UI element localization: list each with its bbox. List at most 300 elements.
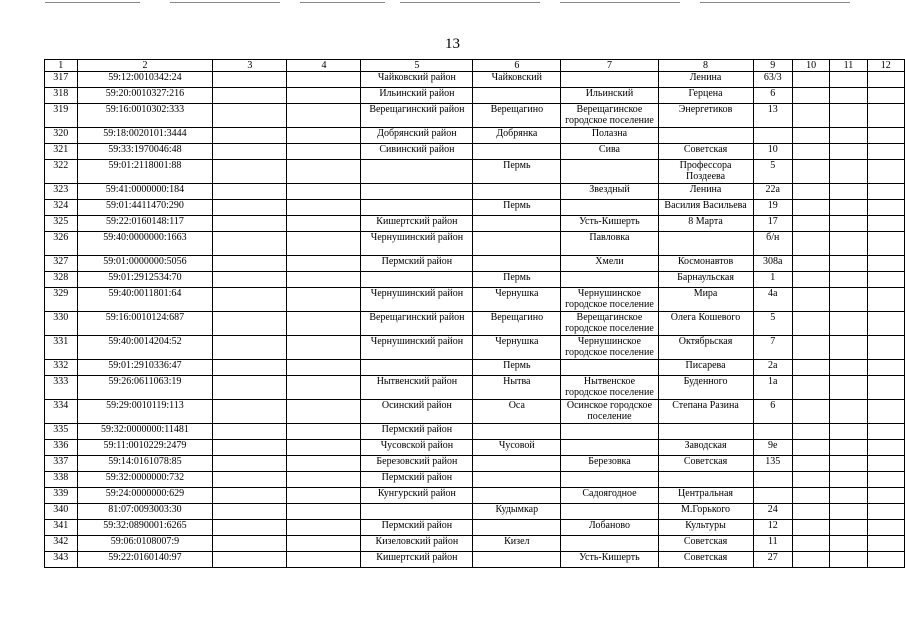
table-cell	[658, 472, 753, 488]
table-cell: Кунгурский район	[361, 488, 473, 504]
table-cell	[213, 400, 287, 424]
table-cell	[473, 232, 561, 256]
table-header-row	[45, 60, 905, 72]
column-header: 12	[867, 60, 904, 72]
table-cell: 8 Марта	[658, 216, 753, 232]
table-cell	[561, 472, 658, 488]
table-cell	[830, 536, 867, 552]
table-cell	[473, 88, 561, 104]
table-row	[45, 424, 905, 440]
table-cell	[793, 72, 830, 88]
table-cell	[830, 400, 867, 424]
table-cell: 333	[45, 376, 78, 400]
table-cell	[793, 104, 830, 128]
table-cell	[473, 256, 561, 272]
table-cell	[793, 128, 830, 144]
table-cell	[561, 440, 658, 456]
table-cell	[867, 144, 904, 160]
table-cell: 59:01:0000000:5056	[77, 256, 213, 272]
table-cell: 340	[45, 504, 78, 520]
table-cell: Заводская	[658, 440, 753, 456]
table-cell: Советская	[658, 552, 753, 568]
table-cell	[867, 200, 904, 216]
table-cell: Кудымкар	[473, 504, 561, 520]
table-cell: Советская	[658, 536, 753, 552]
table-cell: Степана Разина	[658, 400, 753, 424]
table-cell	[830, 360, 867, 376]
table-cell	[213, 272, 287, 288]
table-cell: Чайковский район	[361, 72, 473, 88]
table-cell	[561, 504, 658, 520]
table-cell: 337	[45, 456, 78, 472]
table-cell	[830, 88, 867, 104]
table-row	[45, 72, 905, 88]
table-cell	[287, 272, 361, 288]
table-cell	[867, 272, 904, 288]
table-cell: Чусовской район	[361, 440, 473, 456]
table-cell: 59:01:2118001:88	[77, 160, 213, 184]
table-cell	[867, 488, 904, 504]
table-cell: Ильинский	[561, 88, 658, 104]
table-row	[45, 184, 905, 200]
table-cell	[361, 200, 473, 216]
table-cell: Оса	[473, 400, 561, 424]
table-cell: 321	[45, 144, 78, 160]
table-cell: 338	[45, 472, 78, 488]
table-cell	[830, 488, 867, 504]
table-cell: 59:40:0014204:52	[77, 336, 213, 360]
table-cell	[830, 104, 867, 128]
table-cell: 322	[45, 160, 78, 184]
table-row	[45, 488, 905, 504]
table-cell	[361, 272, 473, 288]
table-cell: Октябрьская	[658, 336, 753, 360]
page-number: 13	[445, 36, 460, 52]
table-cell: Чусовой	[473, 440, 561, 456]
table-row	[45, 552, 905, 568]
table-cell	[473, 552, 561, 568]
table-cell: 13	[753, 104, 793, 128]
table-cell: 59:29:0010119:113	[77, 400, 213, 424]
table-cell: 22а	[753, 184, 793, 200]
table-cell: Центральная	[658, 488, 753, 504]
table-cell: 59:18:0020101:3444	[77, 128, 213, 144]
table-row	[45, 400, 905, 424]
table-cell: 323	[45, 184, 78, 200]
table-cell	[213, 536, 287, 552]
table-cell	[287, 144, 361, 160]
table-cell	[830, 72, 867, 88]
table-cell: 7	[753, 336, 793, 360]
table-cell	[867, 440, 904, 456]
table-cell: 9е	[753, 440, 793, 456]
table-cell	[793, 88, 830, 104]
table-cell: Василия Васильева	[658, 200, 753, 216]
table-cell: 10	[753, 144, 793, 160]
table-row	[45, 216, 905, 232]
table-cell	[830, 184, 867, 200]
table-cell	[213, 232, 287, 256]
table-cell	[213, 336, 287, 360]
table-cell	[287, 216, 361, 232]
table-cell: Пермский район	[361, 424, 473, 440]
table-cell	[867, 400, 904, 424]
table-cell	[793, 488, 830, 504]
column-header: 1	[45, 60, 78, 72]
table-cell	[830, 504, 867, 520]
table-cell	[867, 376, 904, 400]
table-cell	[287, 520, 361, 536]
table-cell: Пермь	[473, 200, 561, 216]
table-cell	[287, 200, 361, 216]
table-cell: Верещагино	[473, 312, 561, 336]
data-table	[44, 59, 905, 568]
table-cell	[213, 456, 287, 472]
table-cell	[287, 424, 361, 440]
table-cell: 59:01:2910336:47	[77, 360, 213, 376]
table-row	[45, 200, 905, 216]
table-cell	[830, 472, 867, 488]
table-cell: 4а	[753, 288, 793, 312]
table-cell: Советская	[658, 456, 753, 472]
table-cell	[561, 536, 658, 552]
column-header: 8	[658, 60, 753, 72]
table-cell	[830, 128, 867, 144]
table-cell	[658, 232, 753, 256]
table-cell: Сива	[561, 144, 658, 160]
table-cell: Чернушинский район	[361, 232, 473, 256]
column-header: 7	[561, 60, 658, 72]
table-cell	[793, 272, 830, 288]
table-cell: Усть-Кишерть	[561, 216, 658, 232]
table-row	[45, 128, 905, 144]
table-cell: Чернушинский район	[361, 288, 473, 312]
table-cell: Пермь	[473, 272, 561, 288]
table-cell: 2а	[753, 360, 793, 376]
table-cell	[793, 288, 830, 312]
table-cell	[658, 424, 753, 440]
table-cell: 330	[45, 312, 78, 336]
table-cell	[793, 336, 830, 360]
table-cell: 328	[45, 272, 78, 288]
table-cell: 135	[753, 456, 793, 472]
table-cell	[287, 376, 361, 400]
table-cell	[287, 504, 361, 520]
table-cell: 5	[753, 160, 793, 184]
table-cell	[793, 360, 830, 376]
table-cell: Лобаново	[561, 520, 658, 536]
table-cell	[287, 184, 361, 200]
table-cell	[287, 488, 361, 504]
table-cell	[793, 232, 830, 256]
table-cell: 59:16:0010302:333	[77, 104, 213, 128]
table-cell: Космонавтов	[658, 256, 753, 272]
table-row	[45, 440, 905, 456]
table-cell: Буденного	[658, 376, 753, 400]
table-cell	[213, 552, 287, 568]
table-cell: Добрянка	[473, 128, 561, 144]
table-cell	[793, 424, 830, 440]
table-cell: 59:26:0611063:19	[77, 376, 213, 400]
table-cell: Чайковский	[473, 72, 561, 88]
table-cell	[361, 504, 473, 520]
table-cell	[867, 536, 904, 552]
table-cell: 59:01:2912534:70	[77, 272, 213, 288]
table-cell	[213, 472, 287, 488]
table-cell	[561, 200, 658, 216]
table-cell	[561, 72, 658, 88]
table-cell: 343	[45, 552, 78, 568]
table-cell	[287, 312, 361, 336]
table-row	[45, 288, 905, 312]
table-cell	[287, 472, 361, 488]
table-cell	[473, 488, 561, 504]
table-cell	[213, 520, 287, 536]
table-cell: Кизеловский район	[361, 536, 473, 552]
table-cell	[213, 256, 287, 272]
table-cell: Сивинский район	[361, 144, 473, 160]
table-cell: Нытва	[473, 376, 561, 400]
table-cell	[867, 472, 904, 488]
table-row	[45, 160, 905, 184]
column-header: 11	[830, 60, 867, 72]
table-cell: Мира	[658, 288, 753, 312]
table-cell	[287, 288, 361, 312]
table-cell	[213, 440, 287, 456]
table-cell: Чернушинское городское поселение	[561, 288, 658, 312]
table-cell: 81:07:0093003:30	[77, 504, 213, 520]
table-cell: Павловка	[561, 232, 658, 256]
table-cell	[561, 272, 658, 288]
table-cell	[793, 200, 830, 216]
table-cell	[287, 104, 361, 128]
table-row	[45, 376, 905, 400]
table-cell	[473, 456, 561, 472]
table-cell: Энергетиков	[658, 104, 753, 128]
table-cell	[867, 216, 904, 232]
table-cell: 59:33:1970046:48	[77, 144, 213, 160]
table-cell	[793, 216, 830, 232]
table-cell: 1	[753, 272, 793, 288]
column-header: 3	[213, 60, 287, 72]
table-cell: Добрянский район	[361, 128, 473, 144]
table-cell	[867, 336, 904, 360]
table-cell: 326	[45, 232, 78, 256]
table-cell	[561, 424, 658, 440]
table-cell	[361, 360, 473, 376]
table-cell: Герцена	[658, 88, 753, 104]
table-cell: Хмели	[561, 256, 658, 272]
table-cell: 339	[45, 488, 78, 504]
table-cell	[213, 104, 287, 128]
table-cell	[213, 200, 287, 216]
table-cell: 6	[753, 400, 793, 424]
table-cell: 59:32:0000000:732	[77, 472, 213, 488]
table-cell: 319	[45, 104, 78, 128]
table-cell: Ильинский район	[361, 88, 473, 104]
table-cell: 19	[753, 200, 793, 216]
table-cell	[867, 128, 904, 144]
table-cell: Кишертский район	[361, 216, 473, 232]
table-cell: 59:11:0010229:2479	[77, 440, 213, 456]
table-cell	[473, 216, 561, 232]
table-cell	[830, 312, 867, 336]
table-cell: 12	[753, 520, 793, 536]
table-cell: 63/3	[753, 72, 793, 88]
table-row	[45, 312, 905, 336]
table-cell: 5	[753, 312, 793, 336]
table-cell	[867, 360, 904, 376]
table-cell: 59:40:0000000:1663	[77, 232, 213, 256]
table-cell	[287, 360, 361, 376]
table-cell: Писарева	[658, 360, 753, 376]
table-cell: Чернушка	[473, 288, 561, 312]
table-cell	[793, 376, 830, 400]
table-cell	[213, 144, 287, 160]
table-cell: 59:01:4411470:290	[77, 200, 213, 216]
table-cell	[867, 312, 904, 336]
table-cell	[473, 144, 561, 160]
table-cell: 329	[45, 288, 78, 312]
table-cell	[867, 256, 904, 272]
table-cell: 334	[45, 400, 78, 424]
table-cell	[213, 312, 287, 336]
table-cell: 59:32:0890001:6265	[77, 520, 213, 536]
table-cell	[830, 520, 867, 536]
table-cell	[753, 472, 793, 488]
table-cell	[287, 256, 361, 272]
table-cell	[793, 456, 830, 472]
table-cell: Осинский район	[361, 400, 473, 424]
table-cell	[287, 160, 361, 184]
table-cell: 59:22:0160140:97	[77, 552, 213, 568]
table-cell	[793, 400, 830, 424]
table-cell: 59:14:0161078:85	[77, 456, 213, 472]
table-cell	[830, 272, 867, 288]
table-cell	[213, 88, 287, 104]
table-cell: Березовка	[561, 456, 658, 472]
table-cell: Нытвенское городское поселение	[561, 376, 658, 400]
table-cell	[793, 184, 830, 200]
table-cell: Чернушка	[473, 336, 561, 360]
table-cell: Садоягодное	[561, 488, 658, 504]
table-row	[45, 232, 905, 256]
table-cell: Березовский район	[361, 456, 473, 472]
table-row	[45, 336, 905, 360]
table-cell	[213, 216, 287, 232]
table-cell	[867, 288, 904, 312]
table-cell	[830, 552, 867, 568]
table-cell: Осинское городское поселение	[561, 400, 658, 424]
table-cell	[830, 256, 867, 272]
table-cell: 17	[753, 216, 793, 232]
table-cell	[867, 88, 904, 104]
table-cell: 59:40:0011801:64	[77, 288, 213, 312]
table-cell: Верещагинский район	[361, 104, 473, 128]
table-cell	[793, 160, 830, 184]
table-cell: Ленина	[658, 184, 753, 200]
table-cell: 325	[45, 216, 78, 232]
table-cell: 318	[45, 88, 78, 104]
table-row	[45, 360, 905, 376]
column-header: 6	[473, 60, 561, 72]
table-cell	[287, 456, 361, 472]
table-cell: 59:06:0108007:9	[77, 536, 213, 552]
table-cell	[830, 144, 867, 160]
table-cell	[793, 144, 830, 160]
table-cell: Чернушинский район	[361, 336, 473, 360]
table-cell	[753, 424, 793, 440]
table-cell: Пермь	[473, 160, 561, 184]
table-cell: 59:24:0000000:629	[77, 488, 213, 504]
table-cell: Звездный	[561, 184, 658, 200]
table-cell	[287, 536, 361, 552]
table-cell: 24	[753, 504, 793, 520]
table-cell	[473, 184, 561, 200]
table-cell	[287, 400, 361, 424]
table-cell: 336	[45, 440, 78, 456]
table-cell: Усть-Кишерть	[561, 552, 658, 568]
table-cell	[213, 288, 287, 312]
table-cell	[287, 552, 361, 568]
column-header: 2	[77, 60, 213, 72]
table-cell: Верещагинское городское поселение	[561, 104, 658, 128]
table-cell: Верещагино	[473, 104, 561, 128]
table-cell	[473, 472, 561, 488]
table-cell	[867, 504, 904, 520]
table-cell	[867, 184, 904, 200]
table-cell	[867, 160, 904, 184]
table-cell: Полазна	[561, 128, 658, 144]
table-cell: 317	[45, 72, 78, 88]
table-row	[45, 456, 905, 472]
table-cell: Нытвенский район	[361, 376, 473, 400]
table-cell: Олега Кошевого	[658, 312, 753, 336]
table-cell: Верещагинское городское поселение	[561, 312, 658, 336]
table-row	[45, 88, 905, 104]
table-cell	[753, 488, 793, 504]
table-cell	[213, 72, 287, 88]
table-cell: 327	[45, 256, 78, 272]
table-cell	[213, 184, 287, 200]
table-cell: М.Горького	[658, 504, 753, 520]
table-cell	[867, 104, 904, 128]
table-row	[45, 504, 905, 520]
table-cell: Кишертский район	[361, 552, 473, 568]
table-cell	[793, 312, 830, 336]
table-row	[45, 272, 905, 288]
table-cell: 308а	[753, 256, 793, 272]
table-cell	[867, 424, 904, 440]
table-cell: Пермский район	[361, 472, 473, 488]
table-cell	[793, 536, 830, 552]
table-cell	[830, 232, 867, 256]
table-cell: 59:12:0010342:24	[77, 72, 213, 88]
table-cell	[561, 360, 658, 376]
table-cell: 320	[45, 128, 78, 144]
table-cell	[793, 256, 830, 272]
table-cell	[793, 504, 830, 520]
table-cell	[830, 424, 867, 440]
table-cell: Чернушинское городское поселение	[561, 336, 658, 360]
table-cell	[867, 552, 904, 568]
table-cell	[793, 472, 830, 488]
table-cell: 331	[45, 336, 78, 360]
table-cell: б/н	[753, 232, 793, 256]
table-cell: 332	[45, 360, 78, 376]
table-cell	[473, 424, 561, 440]
table-cell	[287, 128, 361, 144]
